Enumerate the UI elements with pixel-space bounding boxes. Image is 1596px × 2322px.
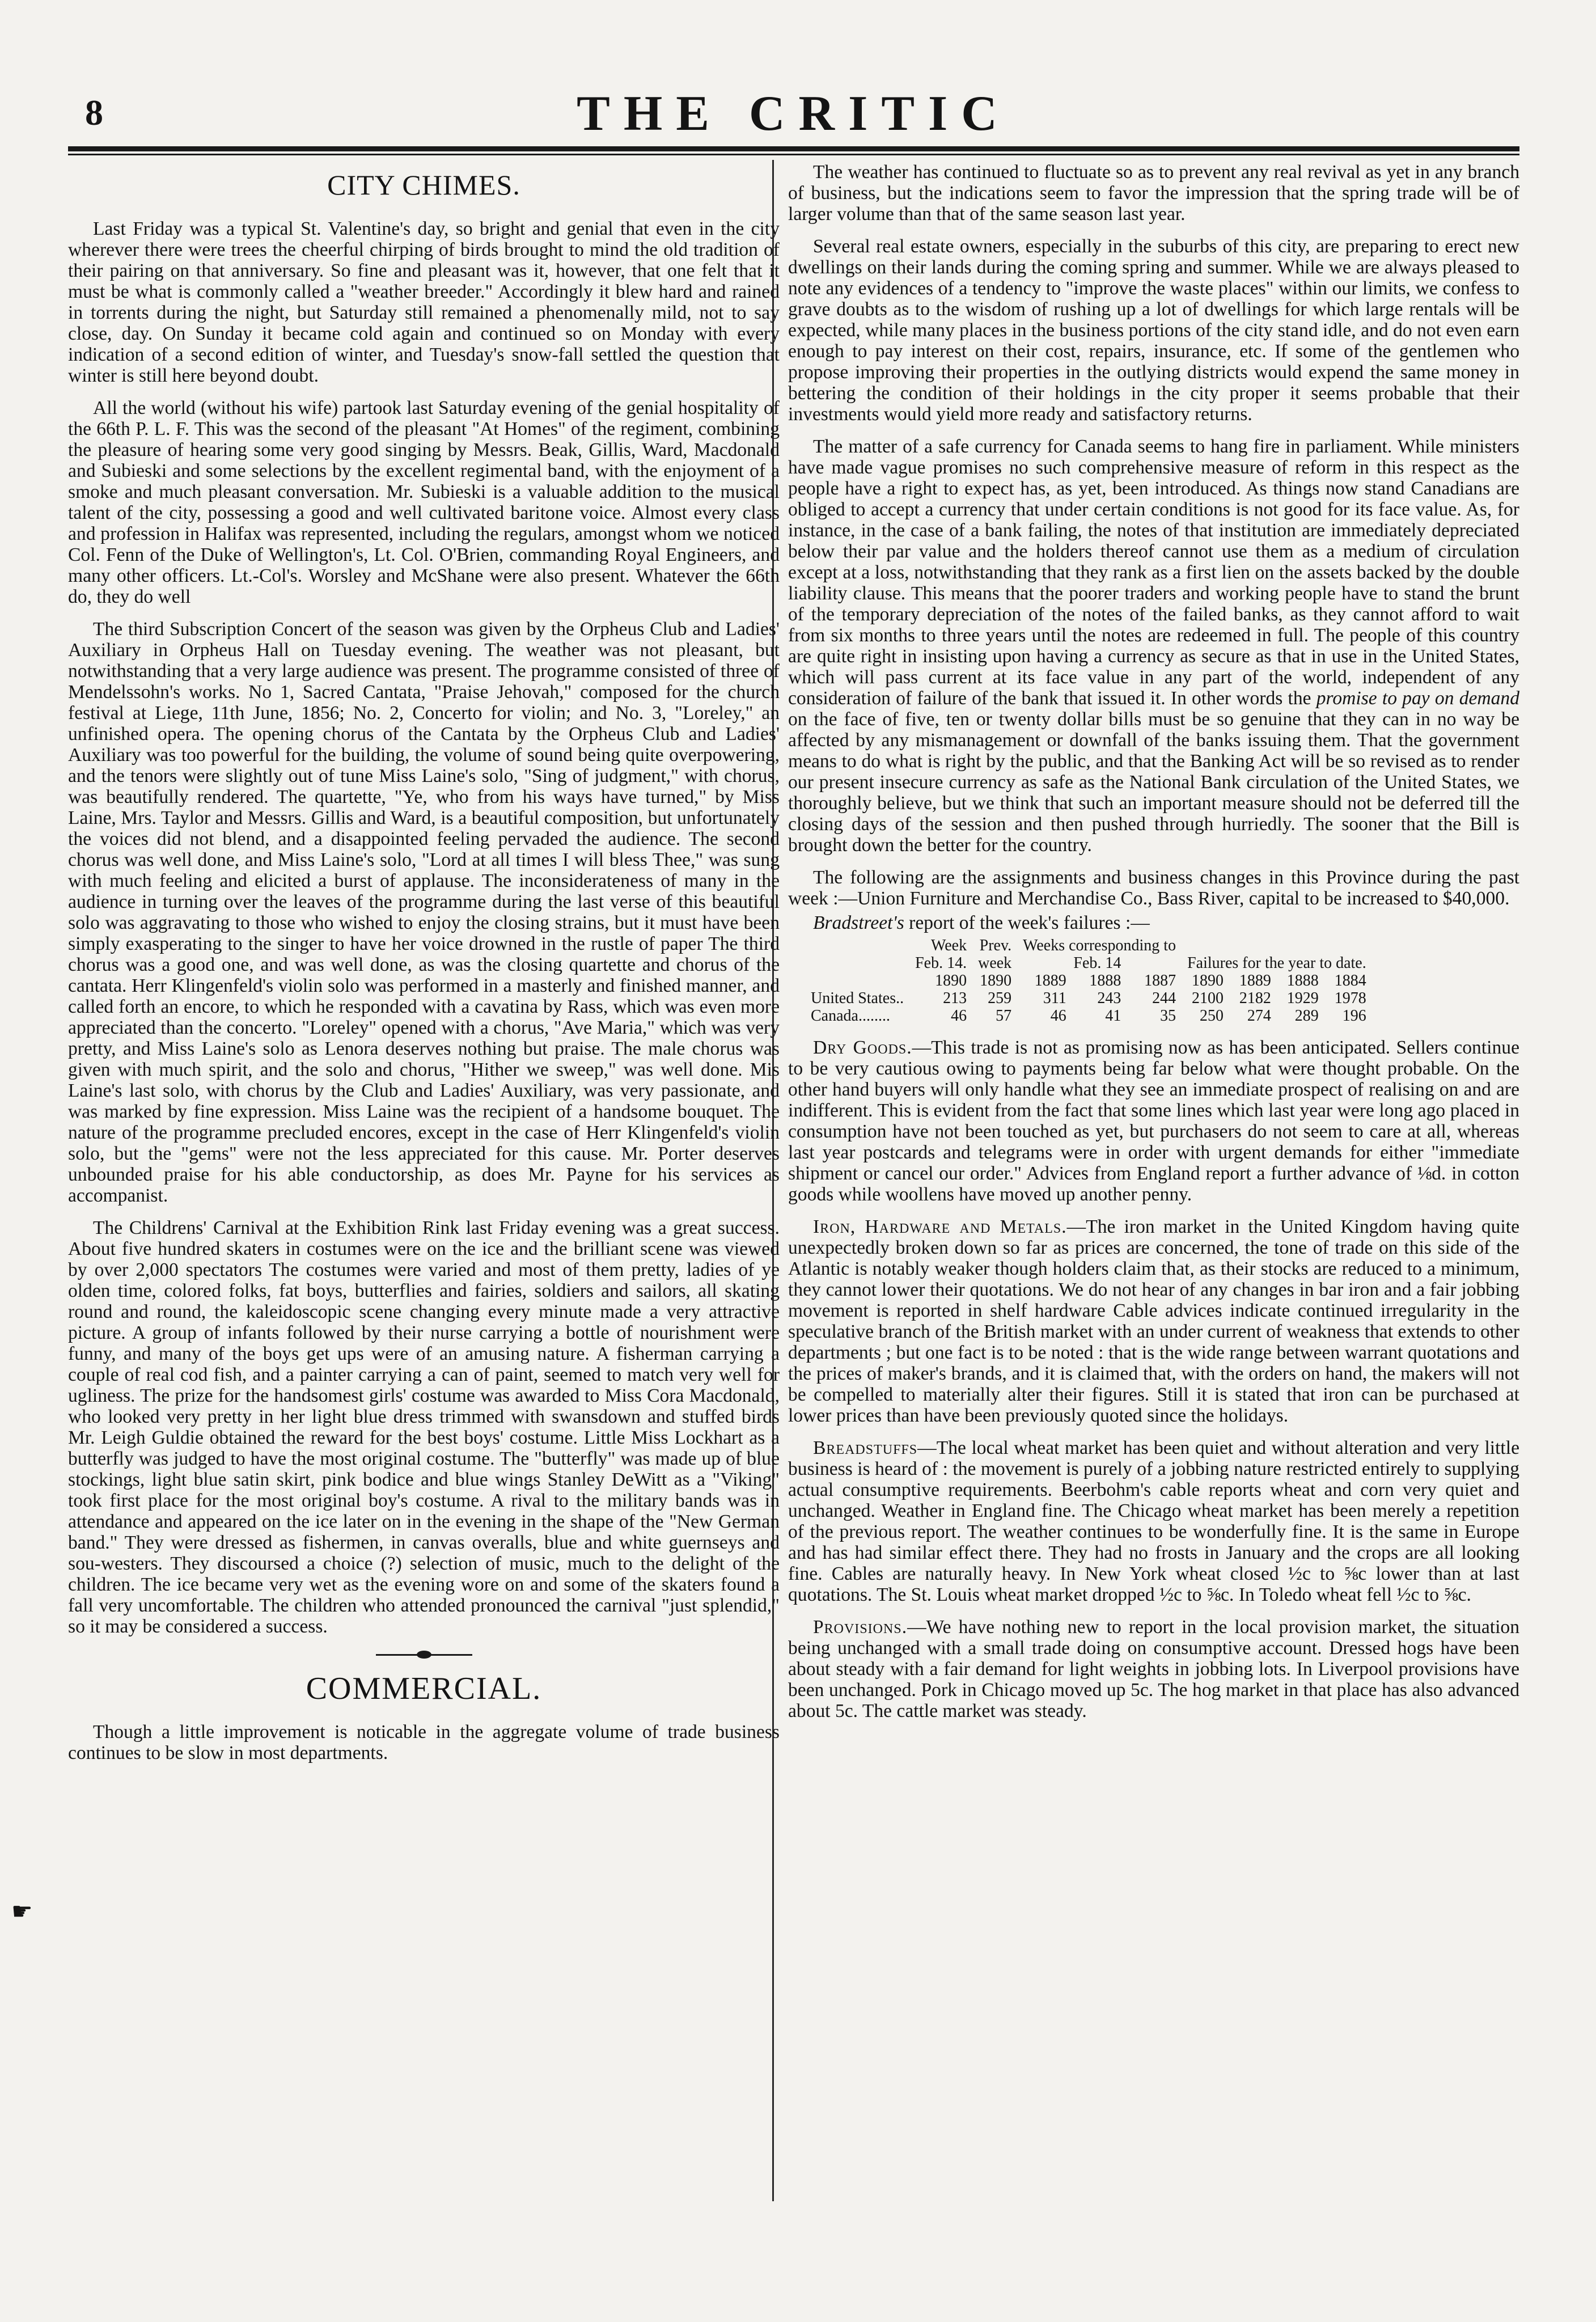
bradstreet-paragraph: Bradstreet's report of the week's failures :—: [813, 912, 1150, 933]
table-years-row: 1890 1890 1889 1888 1887 1890 1889 1888 1884: [935, 972, 1366, 989]
header-rule-thin: [68, 154, 1519, 155]
run-in-head: Dry Goods.: [813, 1037, 912, 1058]
section-title-commercial: COMMERCIAL.: [306, 1671, 542, 1706]
right-column: [788, 162, 1519, 1733]
chimes-paragraph: The Childrens' Carnival at the Exhibition Rink last Friday evening was a great success. About five hundred skaters in costumes were on the ice and the brilliant scene was viewed by over 2,000 spectators The costumes were varied and most of them pretty, ladies of ye olden time, colored folks, fat boys, butterflies and fairies, soldiers and sailors, all skating round and round, the kaleidoscopic scene changing every minute made a very attractive picture. A group of infants followed by their nurse carrying a bottle of nourishment were funny, and many of the boys get ups were of an amusing nature. A fisherman carrying a couple of real cod fish, and a painter carrying a can of paint, seemed to match very well for ugliness. The prize for the handsomest girls' costume was awarded to Miss Cora Macdonald, who looked very pretty in her light blue dress trimmed with swansdown and stuffed birds Mr. Leigh Guldie obtained the reward for the best boys' costume. Little Miss Lockhart as a butterfly was judged to have the most original costume. The "butterfly" was made up of blue stockings, light blue satin skirt, pink bodice and blue wings Stanley DeWitt as a "Viking" took first place for the most original boy's costume. A rival to the military bands was in attendance and appeared on the ice later on in the evening in the shape of the "New German band." They were dressed as fishermen, in canvas overalls, blue and white guernseys and sou-westers. They discoursed a choice (?) selection of music, much to the delight of the children. The ice became very wet as the evening wore on and some of the skaters found a fall very uncomfortable. The children who attended pronounced the carnival "just splendid," so it may be considered a success.: [68, 1217, 780, 1637]
page-header: [68, 85, 1519, 147]
run-in-head: Provisions.: [813, 1617, 908, 1638]
header-rule-thick: [68, 146, 1519, 151]
table-header-row: Feb. 14. week Feb. 14 Failures for the year to date.: [915, 954, 1366, 972]
provisions-paragraph: Provisions.—We have nothing new to report in the local provision market, the situation being unchanged with a small trade doing on consumptive account. Dressed hogs have been about steady with a fair demand for light weights in jobbing lots. In Liverpool provisions have been unchanged. Pork in Chicago moved up 5c. The hog market in that place has also advanced about 5c. The cattle market was steady.: [788, 1617, 1519, 1722]
table-row: Canada........ 46 57 46 41 35 250 274 289 196: [811, 1007, 1366, 1025]
section-title-city-chimes: CITY CHIMES.: [327, 169, 520, 201]
masthead: THE CRITIC: [577, 86, 1011, 141]
table-row: United States.. 213 259 311 243 244 2100 2182 1929 1978: [811, 989, 1366, 1007]
section-separator: [376, 1654, 472, 1656]
assignments-paragraph: The following are the assignments and business changes in this Province during the past week :—Union Furniture and Merchandise Co., Bass River, capital to be increased to $40,000.: [788, 867, 1519, 909]
currency-paragraph: The matter of a safe currency for Canada seems to hang fire in parliament. While ministers have made vague promises no such comprehensive measure of reform in this respect as the people have a right to expect has, as yet, been introduced. As things now stand Canadians are obliged to accept a currency that under certain conditions is not good for its face value. As, for instance, in the case of a bank failing, the notes of that institution are immediately depreciated below their par value and the holders thereof cannot use them as a medium of circulation except at a loss, notwithstanding that they rank as a first lien on the assets backed by the double liability clause. This means that the poorer traders and working people have to stand the brunt of the temporary depreciation of the notes of the failed banks, as they cannot afford to wait from six months to three years until the notes are redeemed in full. The people of this country are quite right in insisting upon having a currency as secure as that in use in the United States, which will pass current at its face value in any part of the world, independent of any consideration of failure of the bank that issued it. In other words the promise to pay on demand on the face of five, ten or twenty dollar bills must be so genuine that they can in no way be affected by any mismanagement or downfall of the banks issuing them. That the government means to do what is right by the public, and that the Banking Act will be so revised as to render our present insecure currency as safe as the National Bank circulation of the United States, we thoroughly believe, but we think that such an important measure should not be deferred till the closing days of the session and then pushed through hurriedly. The sooner that the Bill is brought down the better for the country.: [788, 436, 1519, 856]
dry-goods-paragraph: Dry Goods.—This trade is not as promising now as has been anticipated. Sellers continue to be very cautious owing to payments being far below what were thought probable. On the other hand buyers will only handle what they see an immediate prospect of realising on and are indifferent. This is evident from the fact that some lines which last year were long ago placed in consumption have not been touched as yet, but purchasers do not seem to care at all, whereas last year postcards and telegrams were in order with urgent demands for either "immediate shipment or cancel our order." Advices from England report a further advance of ⅛d. in cotton goods while woollens have moved up another penny.: [788, 1037, 1519, 1205]
pointing-hand-icon: ☛: [11, 1899, 33, 1925]
commercial-paragraph: Several real estate owners, especially in the suburbs of this city, are preparing to erect new dwellings on their lands during the coming spring and summer. While we are always pleased to note any evidences of a tendency to "improve the waste places" within our limits, we confess to grave doubts as to the wisdom of rushing up a lot of dwellings for which large rentals will be expected, while many places in the business portions of the city stand idle, and do not even earn enough to pay interest on their cost, repairs, insurance, etc. If some of the gentlemen who propose improving their properties in the outlying districts would expend the same money in bettering the condition of their holdings in the city proper it seems probable that their investments would yield more ready and satisfactory returns.: [788, 236, 1519, 425]
table-header-row: Week Prev. Weeks corresponding to: [931, 937, 1176, 954]
commercial-paragraph: The weather has continued to fluctuate so as to prevent any real revival as yet in any branch of business, but the indications seem to favor the impression that the spring trade will be of larger volume than that of the same season last year.: [788, 162, 1519, 225]
emphasis-text: promise to pay on demand: [1316, 688, 1519, 709]
failures-table: [805, 937, 1372, 1025]
page-number: 8: [85, 92, 103, 133]
iron-paragraph: Iron, Hardware and Metals.—The iron market in the United Kingdom having quite unexpectedly broken down so far as prices are concerned, the tone of trade on this side of the Atlantic is notably weaker though holders claim that, as their stocks are reduced to a minimum, they cannot lower their quotations. We do not hear of any changes in bar iron and a fair jobbing movement is reported in shelf hardware Cable advices indicate continued irregularity in the speculative branch of the British market with an under current of weakness that extends to other departments ; but one fact is to be noted : that is the wide range between warrant quotations and the prices of maker's brands, and it is claimed that, with the orders on hand, the makers will not be compelled to materially alter their figures. Still it is stated that iron can be purchased at lower prices than have been previously quoted since the holidays.: [788, 1216, 1519, 1426]
chimes-paragraph: The third Subscription Concert of the season was given by the Orpheus Club and Ladies' Auxiliary in Orpheus Hall on Tuesday evening. The weather was not pleasant, but notwithstanding that a very large audience was present. The programme consisted of three of Mendelssohn's works. No 1, Sacred Cantata, "Praise Jehovah," composed for the church festival at Liege, 11th June, 1856; No. 2, Concerto for violin; and No. 3, "Loreley," an unfinished opera. The opening chorus of the Cantata by the Orpheus Club and Ladies' Auxiliary was too powerful for the building, the volume of sound being quite overpowering, and the tenors were slightly out of tune Miss Laine's solo, "Sing of judgment," with chorus, was beautifully rendered. The quartette, "Ye, who from his ways have turned," by Miss Laine, Mrs. Taylor and Messrs. Gillis and Ward, is a beautiful composition, but unfortunately the voices did not blend, and a disappointed feeling pervaded the audience. The second chorus was well done, and Miss Laine's solo, "Lord at all times I will bless Thee," was sung with much feeling and elicited a burst of applause. The inconsiderateness of many in the audience in turning over the leaves of the programme during the last verse of this beautiful solo was aggravating to those who wished to enjoy the closing strains, but it must have been simply exasperating to the singer to have her voice drowned in the rustle of paper The third chorus was a good one, and was well done, as was the closing quartette and chorus of the cantata. Herr Klingenfeld's violin solo was performed in a masterly and finished manner, and called forth an encore, to which he responded with a cavatina by Rass, which was even more appreciated than the concerto. "Loreley" opened with a chorus, "Ave Maria," which was very pretty, and Miss Laine's solo as Lenora deserves nothing but praise. The male chorus was given with much spirit, and the solo and chorus, "Hither we sweep," was well done. Mis Laine's last solo, with chorus by the Club and Ladies' Auxiliary, was very passionate, and was marked by fine expression. Miss Laine was the recipient of a handsome bouquet. The nature of the programme precluded encores, except in the case of Herr Klingenfeld's violin solo, but the "gems" were not the less appreciated for this cause. Mr. Porter deserves unbounded praise for his able conductorship, as does Mr. Payne for his services as accompanist.: [68, 619, 780, 1206]
commercial-paragraph: Though a little improvement is noticable in the aggregate volume of trade business continues to be slow in most departments.: [68, 1722, 780, 1763]
left-column: [68, 162, 780, 1775]
run-in-head: Breadstuffs: [813, 1437, 918, 1458]
chimes-paragraph: All the world (without his wife) partook last Saturday evening of the genial hospitality of the 66th P. L. F. This was the second of the pleasant "At Homes" of the regiment, combining the pleasure of hearing some very good singing by Messrs. Beak, Gillis, Ward, Macdonald and Subieski and some selections by the excellent regimental band, with the enjoyment of a smoke and much pleasant conversation. Mr. Subieski is a valuable addition to the musical talent of the city, possessing a good and well cultivated baritone voice. Almost every class and profession in Halifax was represented, including the regulars, amongst whom we noticed Col. Fenn of the Duke of Wellington's, Lt. Col. O'Brien, commanding Royal Engineers, and many other officers. Lt.-Col's. Worsley and McShane were also present. Whatever the 66th do, they do well: [68, 397, 780, 607]
breadstuffs-paragraph: Breadstuffs—The local wheat market has been quiet and without alteration and very little business is heard of : the movement is purely of a jobbing nature restricted entirely to supplying actual consumptive requirements. Beerbohm's cable reports wheat and corn very quiet and unchanged. Weather in England fine. The Chicago wheat market has been merely a repetition of the previous report. The weather continues to be wonderfully fine. It is the same in Europe and has had similar effect there. They had no frosts in January and the crops are all looking fine. Cables are naturally heavy. In New York wheat closed ½c to ⅝c lower than at last quotations. The St. Louis wheat market dropped ½c to ⅝c. In Toledo wheat fell ½c to ⅝c.: [788, 1437, 1519, 1605]
run-in-head: Iron, Hardware and Metals.: [813, 1216, 1067, 1237]
chimes-paragraph: Last Friday was a typical St. Valentine's day, so bright and genial that even in the city wherever there were trees the cheerful chirping of birds brought to mind the old tradition of their pairing on that anniversary. So fine and pleasant was it, however, that one felt that it must be what is commonly called a "weather breeder." Accordingly it blew hard and rained in torrents during the night, but Saturday still remained a phenomenally mild, not to say close, day. On Sunday it became cold again and continued so on Monday with every indication of a second edition of winter, and Tuesday's snow-fall settled the question that winter is still here beyond doubt.: [68, 218, 780, 386]
